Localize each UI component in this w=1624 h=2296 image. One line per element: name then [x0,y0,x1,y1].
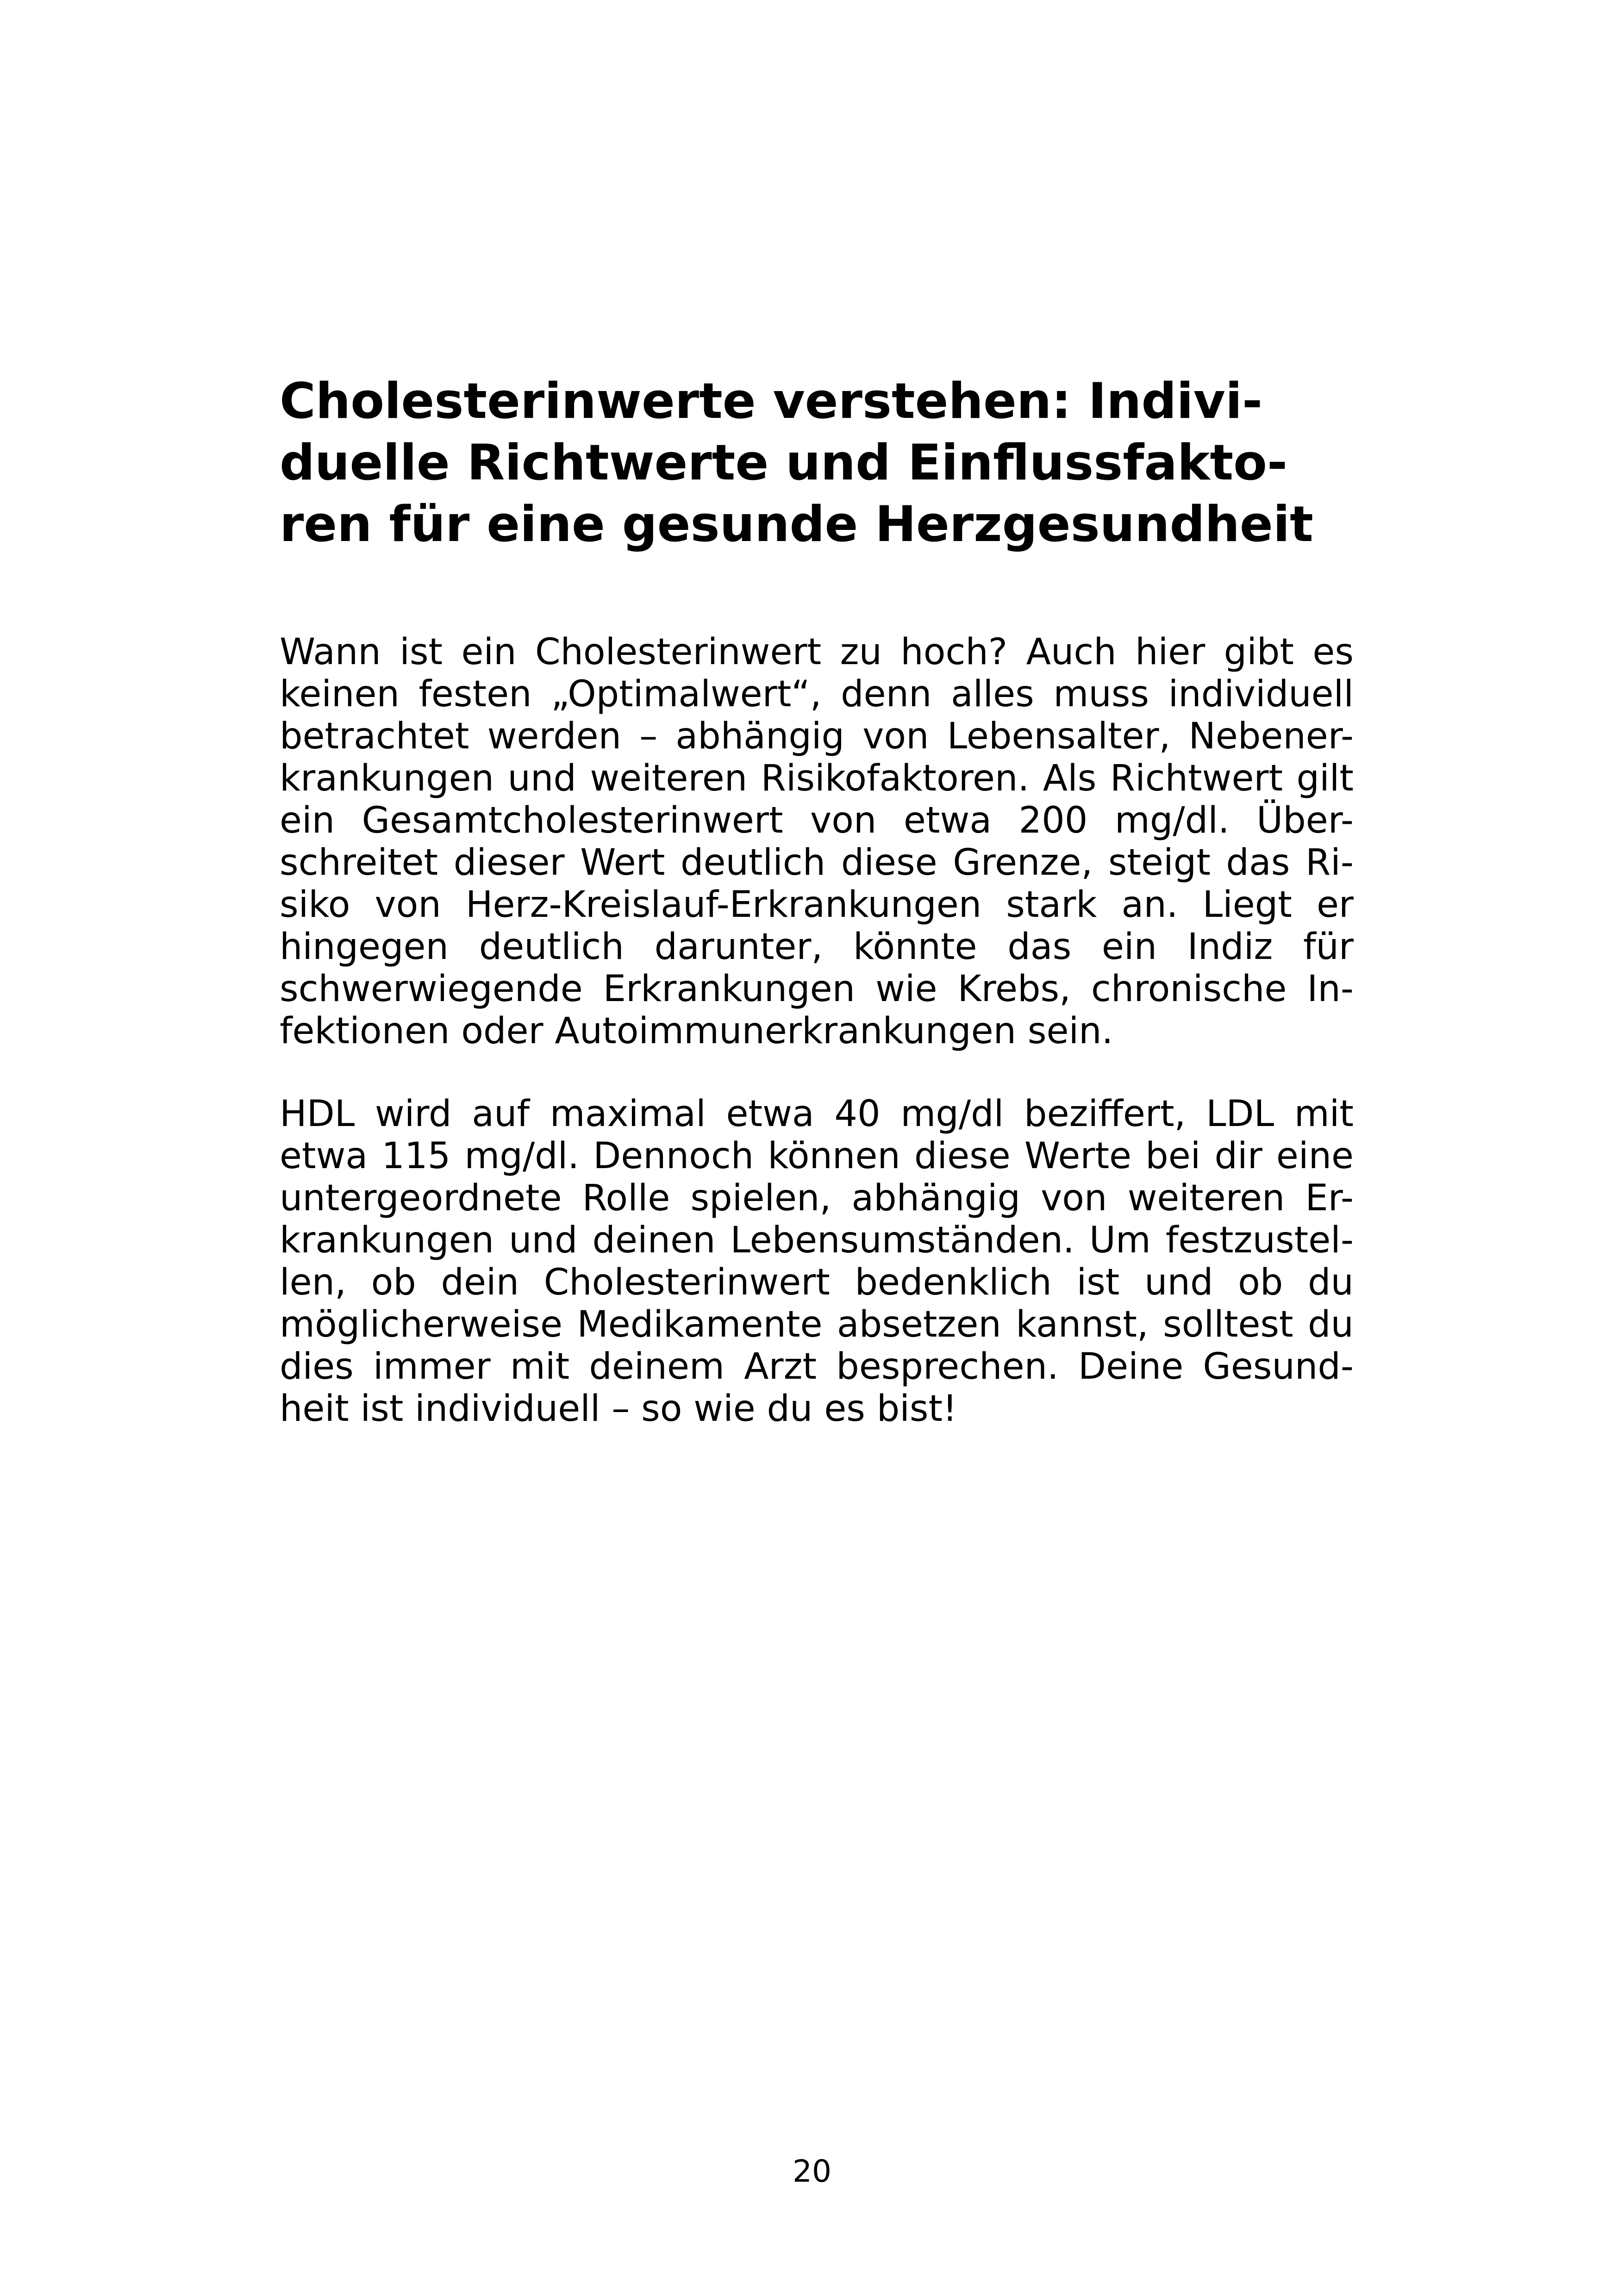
title-line: Cholesterinwerte verstehen: Indivi- [280,373,1263,429]
title-line: ren für eine gesunde Herzgesundheit [280,496,1313,553]
paragraph-hdl-ldl [280,1093,1354,1430]
text-line: etwa 115 mg/dl. Dennoch können diese Werte bei dir eine [280,1135,1354,1177]
paragraph-cholesterol-limits [280,631,1354,1052]
text-line: schreitet dieser Wert deutlich diese Grenze, steigt das Ri- [280,842,1354,884]
page-number: 20 [793,2153,831,2189]
title-line: duelle Richtwerte und Einflussfakto- [280,434,1287,491]
page-content [280,370,1354,1430]
text-line: heit ist individuell – so wie du es bist! [280,1388,957,1430]
text-line: siko von Herz-Kreislauf-Erkrankungen stark an. Liegt er [280,884,1354,926]
text-line: keinen festen „Optimalwert“, denn alles muss individuell [280,673,1354,715]
text-line: len, ob dein Cholesterinwert bedenklich ist und ob du [280,1262,1354,1303]
text-line: untergeordnete Rolle spielen, abhängig von weiteren Er- [280,1177,1354,1219]
text-line: dies immer mit deinem Arzt besprechen. Deine Gesund- [280,1346,1354,1388]
text-line: fektionen oder Autoimmunerkrankungen sein. [280,1010,1113,1052]
text-line: hingegen deutlich darunter, könnte das ein Indiz für [280,926,1354,968]
text-line: ein Gesamtcholesterinwert von etwa 200 mg/dl. Über- [280,800,1354,841]
text-line: HDL wird auf maximal etwa 40 mg/dl beziffert, LDL mit [280,1093,1354,1135]
text-line: Wann ist ein Cholesterinwert zu hoch? Auch hier gibt es [280,631,1354,673]
text-line: krankungen und weiteren Risikofaktoren. Als Richtwert gilt [280,758,1354,799]
text-line: möglicherweise Medikamente absetzen kannst, solltest du [280,1304,1354,1345]
text-line: krankungen und deinen Lebensumständen. Um festzustel- [280,1220,1354,1261]
text-line: betrachtet werden – abhängig von Lebensalter, Nebener- [280,716,1354,757]
page-title [280,370,1354,555]
text-line: schwerwiegende Erkrankungen wie Krebs, chronische In- [280,968,1354,1010]
